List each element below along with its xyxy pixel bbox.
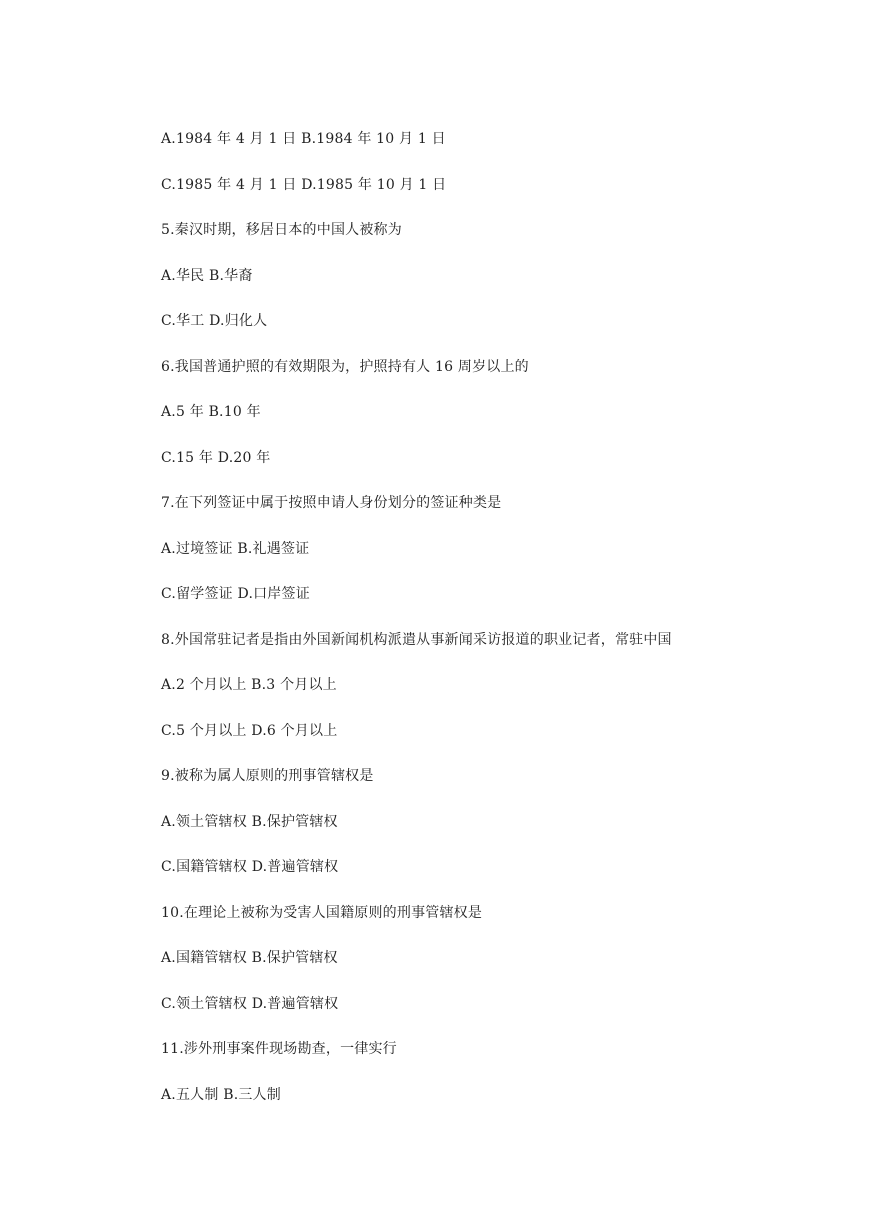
answer-options-line: C.5 个月以上 D.6 个月以上 bbox=[161, 722, 338, 739]
question-9: 9.被称为属人原则的刑事管辖权是 bbox=[161, 768, 374, 784]
question-8: 8.外国常驻记者是指由外国新闻机构派遣从事新闻采访报道的职业记者，常驻中国 bbox=[161, 631, 672, 648]
answer-options-line: C.领土管辖权 D.普遍管辖权 bbox=[161, 995, 339, 1012]
answer-options-line: C.华工 D.归化人 bbox=[161, 313, 268, 329]
answer-options-line: A.华民 B.华裔 bbox=[161, 267, 253, 284]
answer-options-line: C.1985 年 4 月 1 日 D.1985 年 10 月 1 日 bbox=[161, 176, 447, 193]
answer-options-line: C.15 年 D.20 年 bbox=[161, 449, 271, 466]
answer-options-line: A.过境签证 B.礼遇签证 bbox=[161, 540, 310, 557]
answer-options-line: C.国籍管辖权 D.普遍管辖权 bbox=[161, 859, 339, 875]
answer-options-line: A.5 年 B.10 年 bbox=[161, 404, 261, 420]
question-10: 10.在理论上被称为受害人国籍原则的刑事管辖权是 bbox=[161, 904, 483, 921]
question-5: 5.秦汉时期，移居日本的中国人被称为 bbox=[161, 222, 402, 238]
answer-options-line: A.1984 年 4 月 1 日 B.1984 年 10 月 1 日 bbox=[161, 131, 446, 147]
answer-options-line: C.留学签证 D.口岸签证 bbox=[161, 586, 310, 602]
answer-options-line: A.五人制 B.三人制 bbox=[161, 1086, 281, 1103]
question-6: 6.我国普通护照的有效期限为，护照持有人 16 周岁以上的 bbox=[161, 358, 529, 375]
answer-options-line: A.2 个月以上 B.3 个月以上 bbox=[161, 677, 337, 693]
question-7: 7.在下列签证中属于按照申请人身份划分的签证种类是 bbox=[161, 495, 502, 511]
question-11: 11.涉外刑事案件现场勘查，一律实行 bbox=[161, 1041, 397, 1057]
answer-options-line: A.领土管辖权 B.保护管辖权 bbox=[161, 813, 338, 830]
answer-options-line: A.国籍管辖权 B.保护管辖权 bbox=[161, 950, 338, 966]
exam-text-body bbox=[161, 127, 781, 1128]
